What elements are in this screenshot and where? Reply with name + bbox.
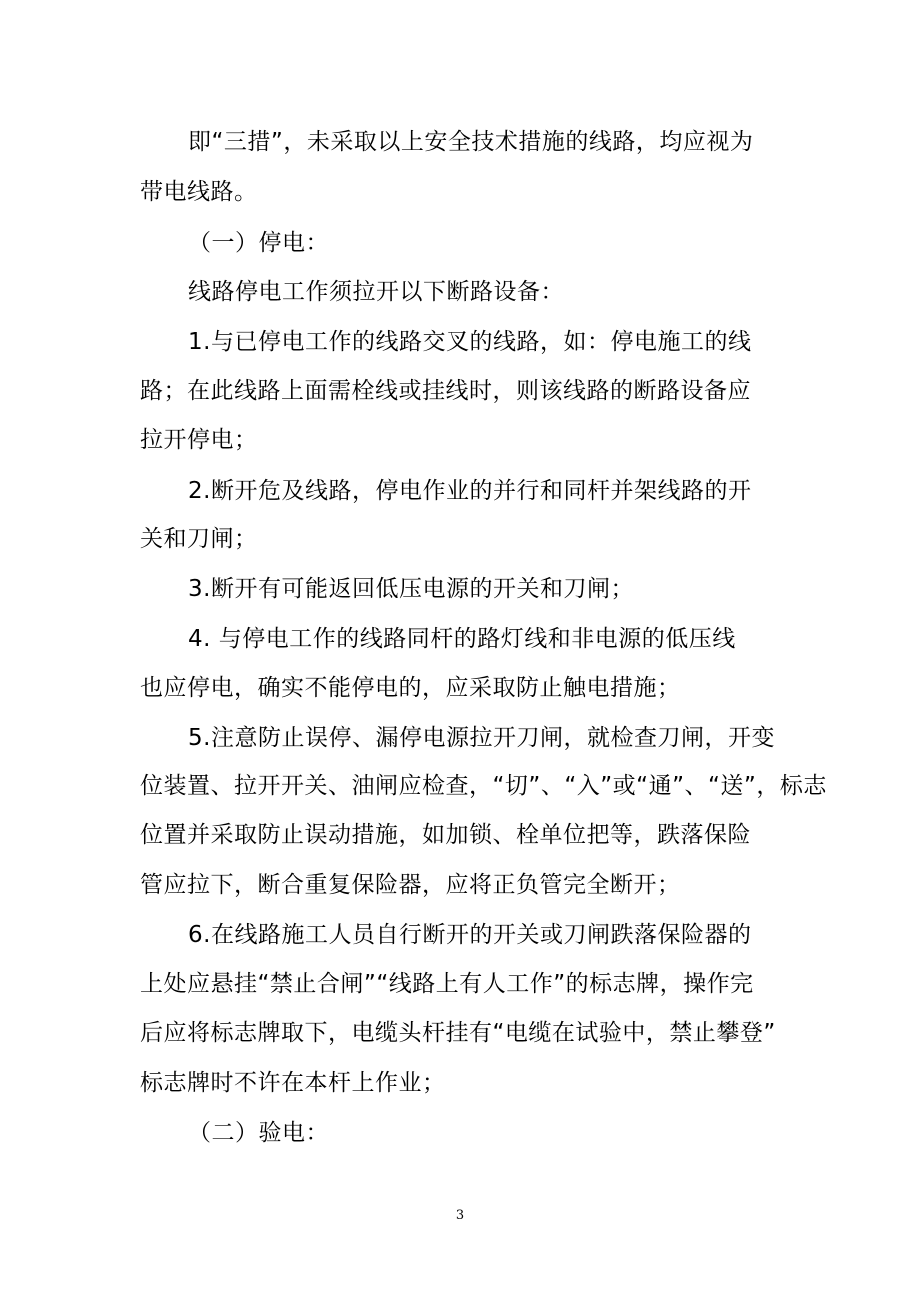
list-item: 4. 与停电工作的线路同杆的路灯线和非电源的低压线 bbox=[188, 626, 736, 652]
text-line: 拉开停电； bbox=[140, 427, 258, 453]
list-item: 5.注意防止误停、漏停电源拉开刀闸，就检查刀闸，开变 bbox=[188, 725, 775, 751]
text-line: 带电线路。 bbox=[140, 179, 258, 205]
text-line: 上处应悬挂“禁止合闸”“线路上有人工作”的标志牌，操作完 bbox=[140, 971, 754, 997]
section-heading: （一）停电： bbox=[188, 230, 329, 256]
text-line: 位装置、拉开开关、油闸应检查，“切”、“入”或“通”、“送”，标志 bbox=[140, 773, 827, 799]
text-line: 路；在此线路上面需栓线或挂线时，则该线路的断路设备应 bbox=[140, 378, 751, 404]
text-line: 后应将标志牌取下，电缆头杆挂有“电缆在试验中，禁止攀登” bbox=[140, 1020, 776, 1046]
text-line: 即“三措”，未采取以上安全技术措施的线路，均应视为 bbox=[188, 129, 754, 155]
text-line: 线路停电工作须拉开以下断路设备： bbox=[188, 279, 564, 305]
list-item: 6.在线路施工人员自行断开的开关或刀闸跌落保险器的 bbox=[188, 922, 752, 948]
text-line: 标志牌时不许在本杆上作业； bbox=[140, 1070, 446, 1096]
list-item: 1.与已停电工作的线路交叉的线路，如：停电施工的线 bbox=[188, 329, 752, 355]
text-line: 位置并采取防止误动措施，如加锁、栓单位把等，跌落保险 bbox=[140, 822, 751, 848]
section-heading: （二）验电： bbox=[188, 1120, 329, 1146]
list-item: 3.断开有可能返回低压电源的开关和刀闸； bbox=[188, 576, 634, 602]
list-item: 2.断开危及线路，停电作业的并行和同杆并架线路的开 bbox=[188, 478, 752, 504]
text-line: 关和刀闸； bbox=[140, 526, 258, 552]
page-number: 3 bbox=[455, 1208, 465, 1223]
text-line: 也应停电，确实不能停电的，应采取防止触电措施； bbox=[140, 675, 681, 701]
text-line: 管应拉下，断合重复保险器，应将正负管完全断开； bbox=[140, 872, 681, 898]
